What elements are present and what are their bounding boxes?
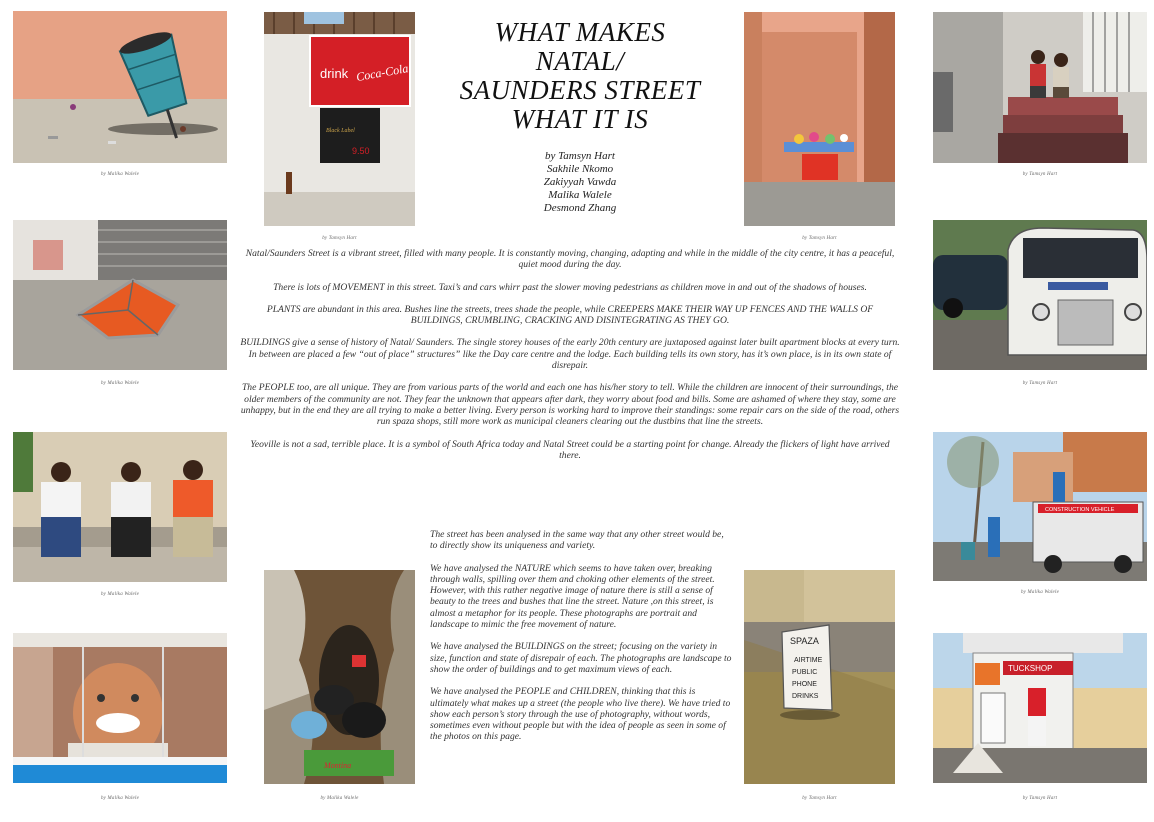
intro-paragraph-3: PLANTS are abundant in this area. Bushes line the streets, trees shade the people, while CREEPERS MAKE THEIR WAY UP FENCES AND THE WALLS OF BUILDINGS, CRUMBLING, CRACKING AND DISINTEGRATING AS THEY GO.: [266, 303, 874, 327]
photo-tree-rubbish: [264, 570, 415, 784]
photo-old-van: [933, 220, 1147, 370]
photo-municipal-truck: [933, 432, 1147, 581]
photo-pink-wall-stall: [744, 12, 895, 226]
author-2: Sakhile Nkomo: [546, 163, 614, 175]
authors-list: [520, 150, 640, 215]
intro-paragraph-6: Yeoville is not a sad, terrible place. It is a symbol of South Africa today and Natal Street could be a starting point for change. Already the flickers of light have arrived there.: [250, 438, 890, 461]
photo-credit: by Malika Walele: [100, 592, 139, 597]
intro-paragraph-2: There is lots of MOVEMENT in this street. Taxi’s and cars whirr past the slower moving pedestrians as children move in and out of the shadows of houses.: [273, 281, 867, 293]
spaza-line-4: PHONE: [792, 681, 817, 688]
photo-credit: by Malika Walele: [320, 796, 359, 801]
box-text: Montina: [324, 761, 352, 770]
drink-text: drink: [320, 66, 349, 81]
author-5: Desmond Zhang: [543, 202, 617, 214]
intro-paragraph-5: The PEOPLE too, are all unique. They are from various parts of the world and each one has his/her story to tell. While the children are innocent of their surroundings, the older members of the community are not. They fear the unknown that appears after dark, they worry about food and bills. Some are ashamed of where they stay, some are unhappy, but in the end they are all trying to make a better living. Every person is working hard to improve their standings: some repair cars on the side of the road, others run spaza shops, still more work as municipal cleaners clearing out the dustbins that line the streets.: [240, 382, 900, 428]
photo-credit: by Malika Walele: [100, 796, 139, 801]
title-line-3: SAUNDERS STREET: [459, 75, 701, 105]
title-line-4: WHAT IT IS: [511, 104, 649, 134]
coca-cola-text: Coca-Cola: [355, 61, 410, 85]
photo-three-men: [13, 432, 227, 582]
photo-credit: by Malika Walele: [1020, 590, 1059, 595]
intro-paragraph-1: Natal/Saunders Street is a vibrant street, filled with many people. It is constantly moving, changing, adapting and while in the middle of the city centre, it has a peaceful, quiet mood during the day.: [245, 248, 895, 271]
spaza-line-5: DRINKS: [792, 693, 819, 700]
author-4: Malika Walele: [548, 189, 612, 201]
analysis-paragraph-4: We have analysed the PEOPLE and CHILDREN, thinking that this is ultimately what makes up a street (the people who live there). We have tried to show each person’s story through the use of photography, without words, sometimes even without people but with the idea of people as seen in some of the photos on this page.: [430, 686, 731, 743]
photo-broken-umbrella: [13, 220, 227, 370]
photo-credit: by Tamsyn Hart: [1022, 172, 1058, 177]
photo-coca-cola-sign: [264, 12, 415, 226]
photo-credit: by Malika Walele: [100, 381, 139, 386]
analysis-paragraph-1: The street has been analysed in the same way that any other street would be, to directly show its uniqueness and variety.: [430, 529, 724, 552]
photo-credit: by Malika Walele: [100, 172, 139, 177]
page-title: [440, 18, 720, 134]
truck-text: CONSTRUCTION VEHICLE: [1045, 507, 1115, 513]
analysis-paragraph-3: We have analysed the BUILDINGS on the street; focusing on the variety in size, function and state of disrepair of each. The photographs are landscape to show the order of buildings and to get maximum views of each.: [430, 641, 732, 675]
analysis-text: [430, 529, 732, 754]
title-line-2: NATAL/: [535, 46, 625, 76]
title-line-1: WHAT MAKES: [494, 17, 666, 47]
photo-tuckshop: [933, 633, 1147, 783]
tuckshop-text: TUCKSHOP: [1008, 664, 1053, 673]
photo-credit: by Tamsyn Hart: [802, 796, 837, 801]
photo-woman-in-window: [13, 633, 227, 783]
price-text: 9.50: [352, 146, 370, 156]
spaza-line-3: PUBLIC: [792, 669, 818, 676]
author-1: by Tamsyn Hart: [545, 150, 615, 162]
intro-paragraph-4: BUILDINGS give a sense of history of Natal/ Saunders. The single storey houses of the early 20th century are juxtaposed against later built apartment blocks at every turn. In between are placed a few “out of place” structures” like the Day care centre and the lodge. Each building tells its own story, has it’s own place, is in its own state of disrepair.: [240, 337, 900, 372]
photo-dustbin: [13, 11, 227, 163]
photo-credit: by Tamsyn Hart: [322, 236, 357, 241]
photo-credit: by Tamsyn Hart: [802, 236, 837, 241]
black-label-text: Black Label: [326, 128, 355, 134]
author-3: Zakiyyah Vawda: [543, 176, 617, 188]
photo-credit: by Tamsyn Hart: [1022, 381, 1058, 386]
photo-credit: by Tamsyn Hart: [1022, 796, 1058, 801]
photo-children-on-steps: [933, 12, 1147, 163]
spaza-line-1: SPAZA: [790, 636, 819, 646]
intro-text: [240, 248, 900, 472]
analysis-paragraph-2: We have analysed the NATURE which seems to have taken over, breaking through walls, spilling over them and choking other elements of the street. However, with this rather negative image of nature there is still a sense of beauty to the trees and bushes that line the street. Nature ,on this street, is almost a metaphor for its people. These photographs are portrait and landscape to mimic the free movement of nature.: [430, 562, 715, 631]
spaza-line-2: AIRTIME: [794, 657, 823, 664]
photo-spaza-sign: [744, 570, 895, 784]
